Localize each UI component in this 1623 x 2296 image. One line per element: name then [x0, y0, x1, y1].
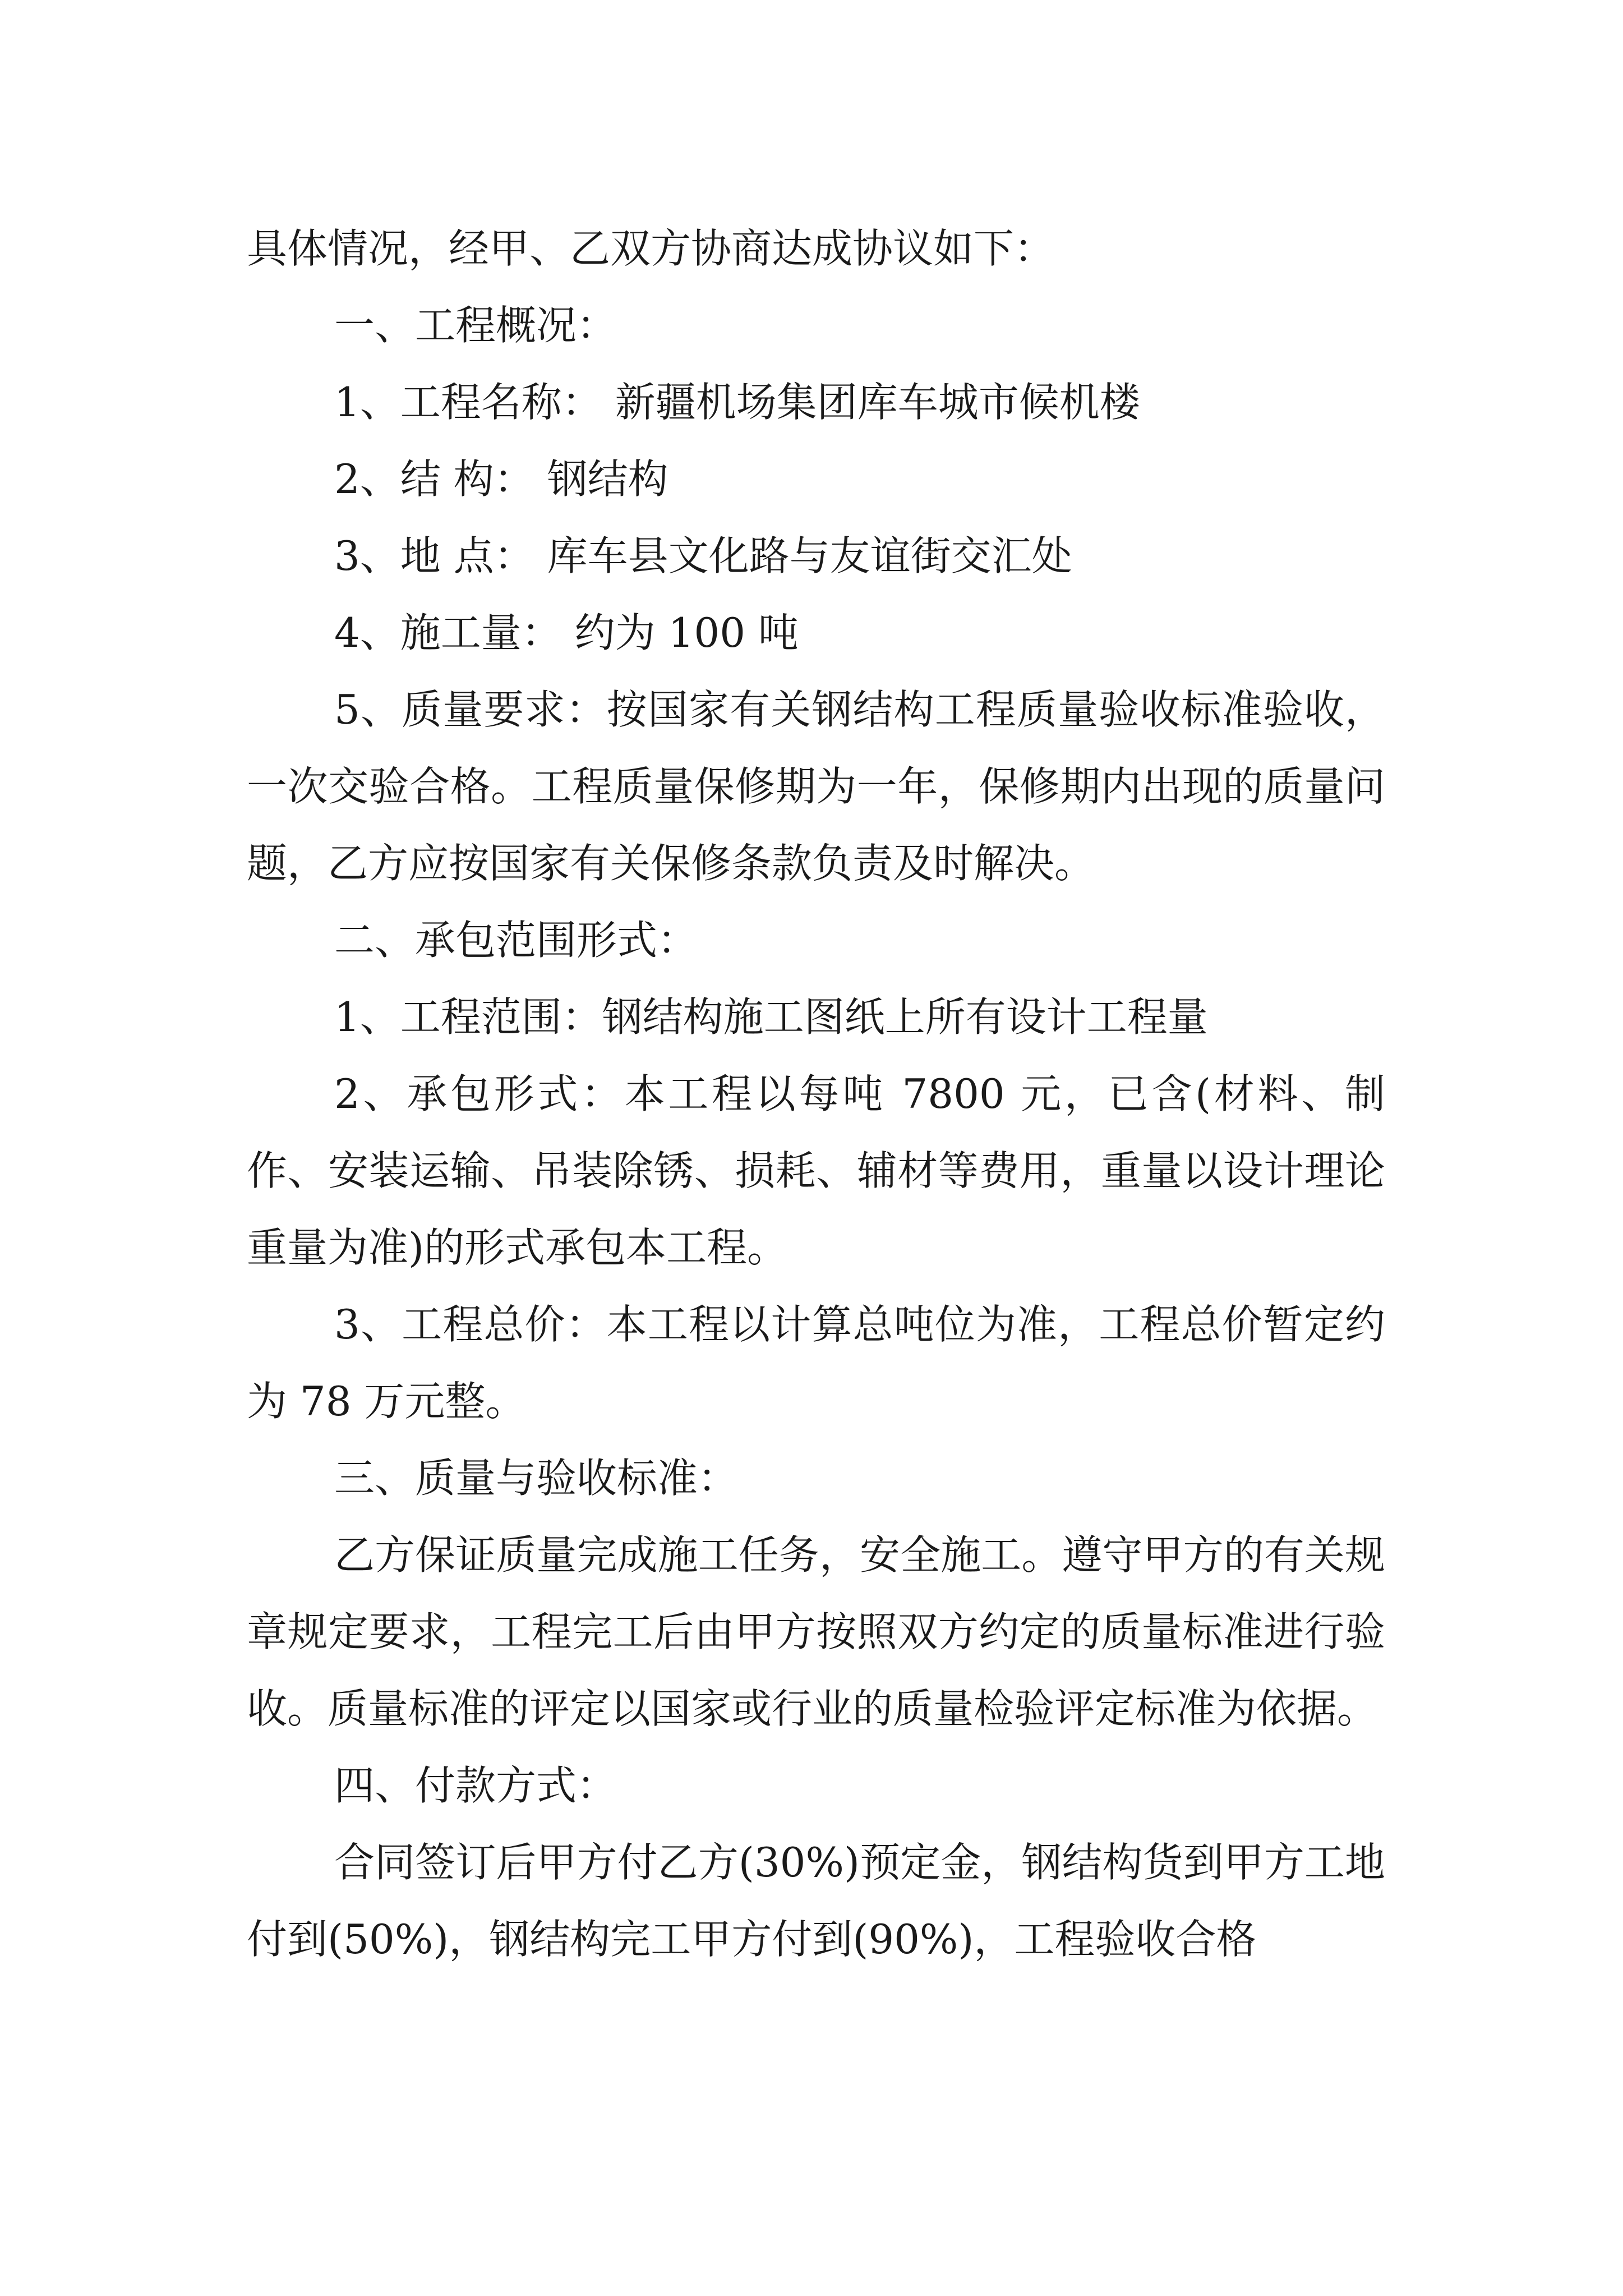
- item-construction-quantity: 4、施工量： 约为 100 吨: [334, 609, 799, 656]
- heading-project-overview: 一、工程概况：: [334, 302, 617, 349]
- item-structure: 2、结 构： 钢结构: [334, 455, 668, 503]
- item-location: 3、地 点： 库车县文化路与友谊街交汇处: [334, 532, 1072, 579]
- heading-contract-scope: 二、承包范围形式：: [334, 917, 698, 964]
- item-quality-requirements: 5、质量要求：按国家有关钢结构工程质量验收标准验收，一次交验合格。工程质量保修期为一年，保修期内出现的质量问题，乙方应按国家有关保修条款负责及时解决。: [247, 686, 1385, 887]
- heading-payment-method: 四、付款方式：: [334, 1762, 617, 1809]
- item-contract-form: 2、承包形式：本工程以每吨 7800 元，已含(材料、制作、安装运输、吊装除锈、损耗、辅材等费用，重量以设计理论重量为准)的形式承包本工程。: [247, 1070, 1385, 1271]
- document-body: [247, 210, 1385, 1978]
- item-project-name: 1、工程名称： 新疆机场集团库车城市候机楼: [334, 379, 1140, 426]
- paragraph-payment-method: 合同签订后甲方付乙方(30%)预定金，钢结构货到甲方工地付到(50%)，钢结构完工甲方付到(90%)，工程验收合格: [247, 1839, 1385, 1963]
- item-total-price: 3、工程总价：本工程以计算总吨位为准，工程总价暂定约为 78 万元整。: [247, 1301, 1385, 1425]
- heading-quality-acceptance: 三、质量与验收标准：: [334, 1455, 739, 1502]
- paragraph-quality-acceptance: 乙方保证质量完成施工任务，安全施工。遵守甲方的有关规章规定要求，工程完工后由甲方按照双方约定的质量标准进行验收。质量标准的评定以国家或行业的质量检验评定标准为依据。: [247, 1531, 1385, 1732]
- item-project-scope: 1、工程范围：钢结构施工图纸上所有设计工程量: [334, 993, 1208, 1041]
- paragraph-intro: 具体情况，经甲、乙双方协商达成协议如下：: [247, 225, 1055, 272]
